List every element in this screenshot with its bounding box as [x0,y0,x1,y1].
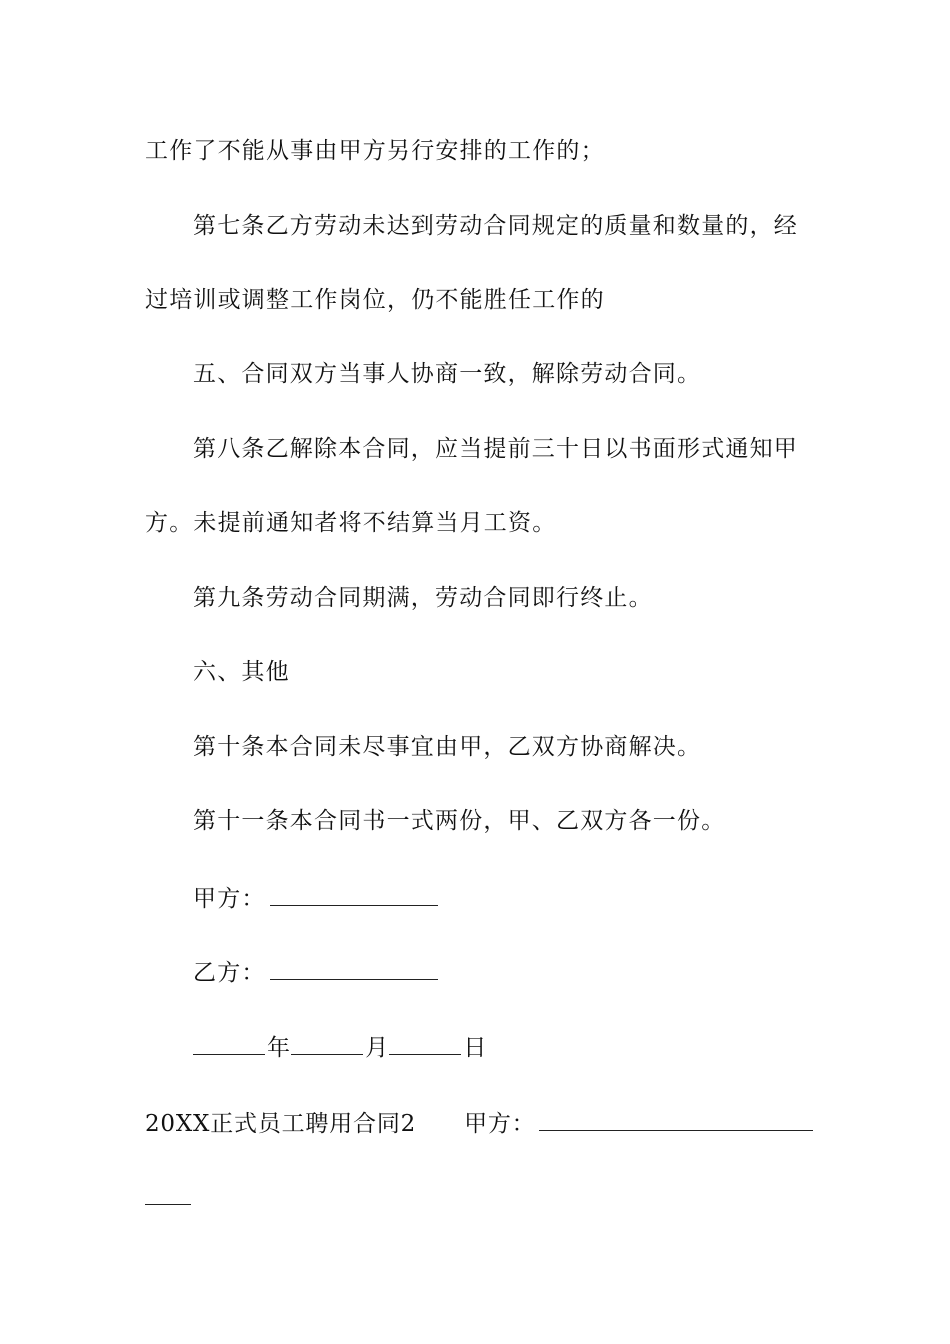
year-label: 年 [267,1035,292,1061]
party-b-signature-row [193,955,438,988]
section-5-heading: 五、合同双方当事人协商一致，解除劳动合同。 [193,361,702,387]
party-a-signature-row [193,881,438,914]
month-blank [291,1030,363,1055]
article-11: 第十一条本合同书一式两份，甲、乙双方各一份。 [193,808,726,834]
date-row [193,1030,488,1063]
next-contract-header-row [145,1106,813,1139]
article-10: 第十条本合同未尽事宜由甲，乙双方协商解决。 [193,734,702,760]
next-contract-title: 20XX正式员工聘用合同2 [145,1111,417,1137]
continued-blank-row [145,1180,191,1213]
next-contract-party-a-blank [539,1106,813,1131]
month-label: 月 [365,1035,390,1061]
day-label: 日 [463,1035,488,1061]
year-blank [193,1030,265,1055]
article-9: 第九条劳动合同期满，劳动合同即行终止。 [193,585,653,611]
article-8-line-2: 方。未提前通知者将不结算当月工资。 [145,510,557,536]
article-7-line-1: 第七条乙方劳动未达到劳动合同规定的质量和数量的，经 [193,213,798,239]
party-b-label: 乙方： [193,960,266,986]
paragraph-line: 工作了不能从事由甲方另行安排的工作的； [145,138,605,164]
party-a-signature-blank [270,881,438,906]
party-b-signature-blank [270,955,438,980]
article-8-line-1: 第八条乙解除本合同，应当提前三十日以书面形式通知甲 [193,436,798,462]
day-blank [389,1030,461,1055]
continued-blank [145,1180,191,1205]
article-7-line-2: 过培训或调整工作岗位，仍不能胜任工作的 [145,287,605,313]
party-a-label: 甲方： [193,886,266,912]
section-6-heading: 六、其他 [193,659,290,685]
next-contract-party-a-label: 甲方： [464,1111,536,1137]
